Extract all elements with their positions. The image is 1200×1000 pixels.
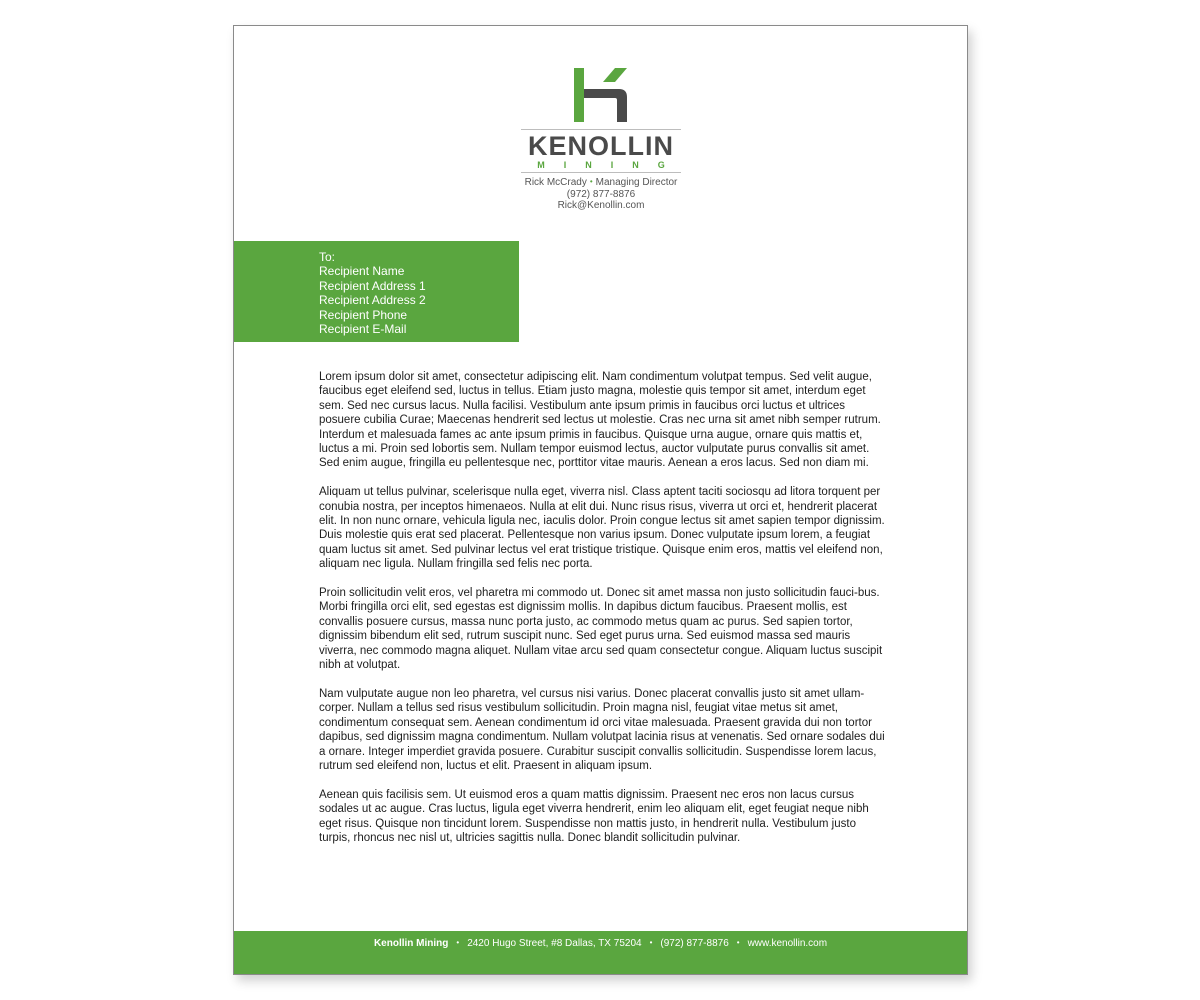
footer-address: 2420 Hugo Street, #8 Dallas, TX 75204 bbox=[467, 938, 642, 949]
recipient-name: Recipient Name bbox=[319, 264, 405, 279]
footer-separator: • bbox=[456, 938, 460, 947]
recipient-block bbox=[234, 241, 519, 342]
body-paragraph: Aliquam ut tellus pulvinar, scelerisque nulla eget, viverra nisl. Class aptent taciti sociosqu ad litora torquent per conubia nostra, per inceptos himenaeos. Nulla at elit dui. Nunc risus risus, viverra ut orci et, hendrerit placerat elit. In non nunc ornare, vehicula ligula nec, iaculis dolor. Proin congue lectus sit amet sapien tempor dignissim. Duis molestie quis erat sed placerat. Pellentesque non varius ipsum. Donec vulputate ipsum lorem, a feugiat quam luctus sit amet. Sed pulvinar lectus vel erat tristique tristique. Quisque enim eros, mattis vel eleifend non, aliquam nec ligula. Nullam fringilla sed felis nec porta. bbox=[319, 486, 885, 571]
sender-name: Rick McCrady bbox=[524, 177, 587, 188]
body-paragraph: Proin sollicitudin velit eros, vel pharetra mi commodo ut. Donec sit amet massa non justo sollicitudin fauci-bus. Morbi fringilla orci elit, sed egestas est dignissim mollis. In dapibus dictum faucibus. Praesent mollis, est convallis posuere cursus, massa nunc porta justo, ac commodo metus quam ac purus. Sed sapien tortor, dignissim bibendum elit sed, rutrum suscipit nunc. Sed eget purus urna. Sed euismod massa sed mauris viverra, nec commodo magna aliquet. Nullam vitae arcu sed quam consectetur congue. Aliquam luctus suscipit nibh at volutpat. bbox=[319, 587, 883, 672]
logo-divider bbox=[521, 172, 681, 173]
recipient-address-1: Recipient Address 1 bbox=[319, 278, 426, 293]
sender-email[interactable]: Rick@Kenollin.com bbox=[557, 200, 645, 211]
body-paragraph: Lorem ipsum dolor sit amet, consectetur adipiscing elit. Nam condimentum volutpat tempus. Sed velit augue, faucibus eget eleifend sed, luctus in tellus. Etiam justo magna, molestie quis tempor sit amet, interdum eget sem. Sed nec cursus lacus. Nulla facilisi. Vestibulum ante ipsum primis in faucibus orci luctus et ultrices posuere cubilia Curae; Maecenas hendrerit sed lectus ut molestie. Cras nec urna sit amet nibh semper rutrum. Interdum et malesuada fames ac ante ipsum primis in faucibus. Quisque urna augue, ornare quis mattis et, luctus a mi. Proin sed lobortis sem. Nullam tempor euismod lectus, auctor vulputate purus convallis sit amet. Sed enim augue, fringilla eu pellentesque nec, porttitor vitae mauris. Aenean a eros lacus. Sed non diam mi. bbox=[319, 371, 881, 470]
body-paragraph: Nam vulputate augue non leo pharetra, vel cursus nisi varius. Donec placerat convallis justo sit amet ullam-corper. Nullam a tellus sed risus vestibulum sollicitudin. Proin magna nisl, feugiat vitae metus sit amet, condimentum consequat sem. Aenean condimentum id orci vitae malesuada. Praesent gravida dui non tortor dapibus, sed dignissim magna condimentum. Nullam volutpat lacinia risus at venenatis. Sed ornare sodales dui a ornare. Integer imperdiet gravida posuere. Curabitur suscipit convallis sollicitudin. Suspendisse lorem lacus, rutrum sed eleifend non, luctus et elit. Praesent in aliquam ipsum. bbox=[319, 687, 885, 772]
recipient-label: To: bbox=[319, 250, 336, 264]
footer-website[interactable]: www.kenollin.com bbox=[747, 938, 828, 949]
recipient-email: Recipient E-Mail bbox=[319, 322, 407, 337]
sender-contact bbox=[501, 176, 701, 212]
footer-company: Kenollin Mining bbox=[373, 938, 449, 949]
recipient-phone: Recipient Phone bbox=[319, 307, 408, 322]
letterhead-footer bbox=[234, 931, 967, 974]
bullet-separator: • bbox=[589, 177, 593, 186]
brand-subtitle: MINING bbox=[537, 160, 684, 170]
brand-logo bbox=[521, 129, 684, 173]
footer-separator: • bbox=[649, 938, 653, 947]
brand-name: KENOLLIN bbox=[528, 131, 674, 161]
sender-phone: (972) 877-8876 bbox=[566, 188, 636, 200]
footer-phone: (972) 877-8876 bbox=[660, 938, 729, 949]
letter-body bbox=[319, 370, 889, 860]
letterhead-page bbox=[233, 25, 968, 975]
sender-title: Managing Director bbox=[595, 177, 678, 188]
kenollin-logo-icon bbox=[571, 67, 629, 125]
footer-separator: • bbox=[736, 938, 740, 947]
recipient-address-2: Recipient Address 2 bbox=[319, 293, 426, 308]
body-paragraph: Aenean quis facilisis sem. Ut euismod eros a quam mattis dignissim. Praesent nec eros non lacus cursus sodales ut ac augue. Cras luctus, ligula eget viverra hendrerit, enim leo aliquam elit, eget feugiat neque nibh eget risus. Quisque non tincidunt lorem. Suspendisse non mattis justo, in hendrerit nulla. Vestibulum justo turpis, rhoncus nec nisl ut, ultricies sagittis nulla. Donec blandit sollicitudin pulvinar. bbox=[319, 788, 869, 844]
